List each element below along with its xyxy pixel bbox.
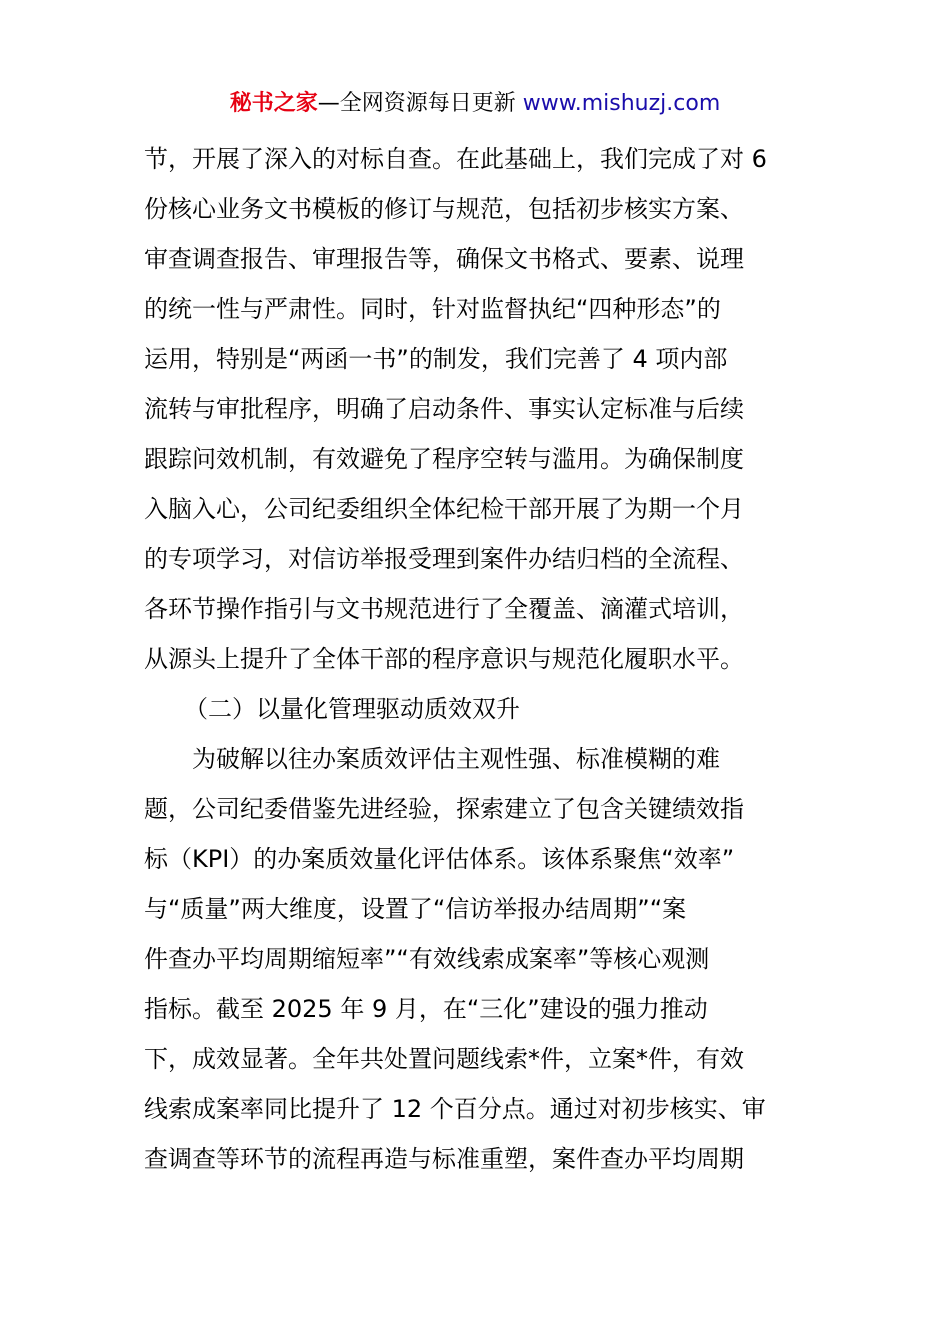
body-line: 入脑入心，公司纪委组织全体纪检干部开展了为期一个月 bbox=[144, 495, 744, 523]
body-line: 运用，特别是“两函一书”的制发，我们完善了 4 项内部 bbox=[144, 345, 728, 373]
body-line: 审查调查报告、审理报告等，确保文书格式、要素、说理 bbox=[144, 245, 744, 273]
body-line: 流转与审批程序，明确了启动条件、事实认定标准与后续 bbox=[144, 395, 744, 423]
body-line: 与“质量”两大维度，设置了“信访举报办结周期”“案 bbox=[144, 895, 687, 923]
body-line: 各环节操作指引与文书规范进行了全覆盖、滴灌式培训， bbox=[144, 595, 744, 623]
body-line: 件查办平均周期缩短率”“有效线索成案率”等核心观测 bbox=[144, 945, 710, 973]
body-line: 指标。截至 2025 年 9 月，在“三化”建设的强力推动 bbox=[144, 995, 708, 1023]
header-tagline: —全网资源每日更新 bbox=[317, 91, 523, 116]
body-line: 份核心业务文书模板的修订与规范，包括初步核实方案、 bbox=[144, 195, 744, 223]
section-heading: （二）以量化管理驱动质效双升 bbox=[184, 695, 520, 723]
body-line: 从源头上提升了全体干部的程序意识与规范化履职水平。 bbox=[144, 645, 744, 673]
site-url-link[interactable]: www.mishuzj.com bbox=[522, 91, 721, 116]
brand-name: 秘书之家 bbox=[229, 91, 318, 116]
body-line: 为破解以往办案质效评估主观性强、标准模糊的难 bbox=[192, 745, 720, 773]
body-line: 线索成案率同比提升了 12 个百分点。通过对初步核实、审 bbox=[144, 1095, 766, 1123]
body-line: 标（KPI）的办案质效量化评估体系。该体系聚焦“效率” bbox=[144, 845, 735, 873]
body-line: 题，公司纪委借鉴先进经验，探索建立了包含关键绩效指 bbox=[144, 795, 744, 823]
body-line: 跟踪问效机制，有效避免了程序空转与滥用。为确保制度 bbox=[144, 445, 744, 473]
body-line: 下，成效显著。全年共处置问题线索*件，立案*件，有效 bbox=[144, 1045, 744, 1073]
body-line: 节，开展了深入的对标自查。在此基础上，我们完成了对 6 bbox=[144, 145, 767, 173]
body-line: 查调查等环节的流程再造与标准重塑，案件查办平均周期 bbox=[144, 1145, 744, 1173]
body-line: 的专项学习，对信访举报受理到案件办结归档的全流程、 bbox=[144, 545, 744, 573]
body-line: 的统一性与严肃性。同时，针对监督执纪“四种形态”的 bbox=[144, 295, 721, 323]
page-header bbox=[0, 88, 950, 120]
